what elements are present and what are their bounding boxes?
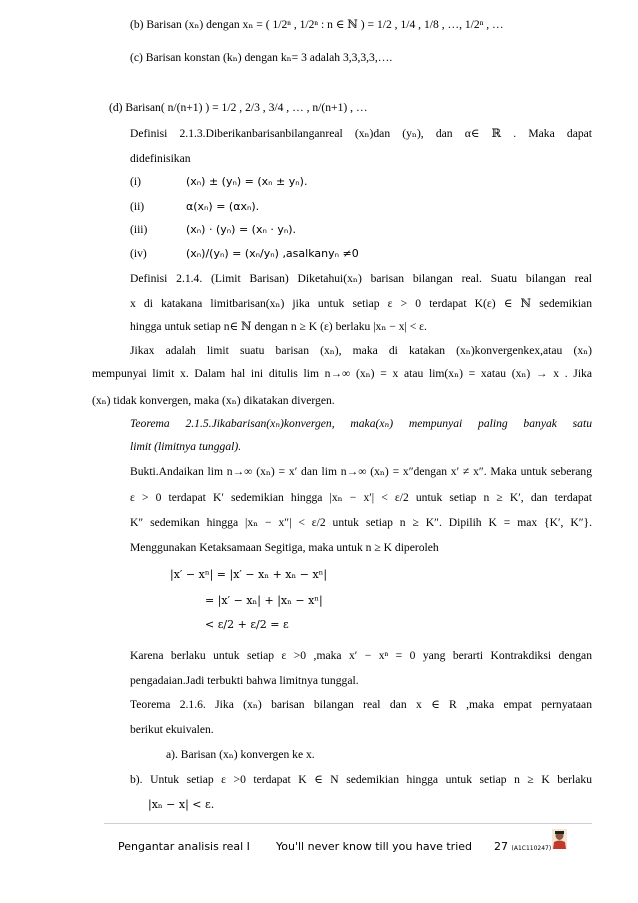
theorem-2-1-5-line2: limit (limitnya tunggal).: [130, 440, 242, 453]
equation-line2: = |x′ − xₙ| + |xₙ − xⁿ|: [205, 594, 323, 607]
example-c: (c) Barisan konstan (kₙ) dengan kₙ= 3 adalah 3,3,3,3,….: [130, 51, 393, 64]
proof-line2: ε > 0 terdapat K′ sedemikian hingga |xₙ − x′| < ε/2 untuk setiap n ≥ K′, dan terdapat: [130, 491, 592, 504]
item-ii-text: α(xₙ) = (αxₙ).: [186, 200, 260, 213]
proof-line4: Menggunakan Ketaksamaan Segitiga, maka untuk n ≥ K diperoleh: [130, 541, 439, 554]
footer-page: [494, 840, 551, 853]
theorem-2-1-6-b: b). Untuk setiap ε >0 terdapat K ∈ N sedemikian hingga untuk setiap n ≥ K berlaku: [130, 773, 592, 786]
item-iii-text: (xₙ) · (yₙ) = (xₙ · yₙ).: [186, 223, 297, 236]
footer-center: You'll never know till you have tried: [276, 840, 473, 853]
definition-2-1-3: Definisi 2.1.3.Diberikanbarisanbilanganreal (xₙ)dan (yₙ), dan α∈ ℝ . Maka dapat: [130, 127, 592, 140]
example-d: (d) Barisan( n/(n+1) ) = 1/2 , 2/3 , 3/4 , … , n/(n+1) , …: [109, 101, 368, 114]
definition-2-1-4-line1: Definisi 2.1.4. (Limit Barisan) Diketahui(xₙ) barisan bilangan real. Suatu bilangan real: [130, 272, 592, 285]
item-i-label: (i): [130, 175, 141, 188]
proof-line5: Karena berlaku untuk setiap ε >0 ,maka x′ − xⁿ = 0 yang berarti Kontrakdiksi dengan: [130, 649, 592, 662]
theorem-2-1-5-line1: Teorema 2.1.5.Jikabarisan(xₙ)konvergen, maka(xₙ) mempunyai paling banyak satu: [130, 417, 592, 430]
theorem-2-1-6-a: a). Barisan (xₙ) konvergen ke x.: [166, 748, 315, 761]
convergence-line3: (xₙ) tidak konvergen, maka (xₙ) dikatakan divergen.: [92, 394, 335, 407]
equation-line3: < ε/2 + ε/2 = ε: [205, 618, 289, 631]
author-avatar: [552, 829, 567, 849]
student-code: (A1C110247): [511, 845, 552, 852]
proof-line3: K″ sedemikan hingga |xₙ − x″| < ε/2 untuk setiap n ≥ K″. Dipilih K = max {K′, K″}.: [130, 516, 592, 529]
definition-2-1-4-line3: hingga untuk setiap n∈ ℕ dengan n ≥ K (ε) berlaku |xₙ − x| < ε.: [130, 320, 427, 333]
theorem-2-1-6-line1: Teorema 2.1.6. Jika (xₙ) barisan bilangan real dan x ∈ R ,maka empat pernyataan: [130, 698, 592, 711]
theorem-2-1-6-line2: berikut ekuivalen.: [130, 723, 214, 736]
item-iv-text: (xₙ)/(yₙ) = (xₙ/yₙ) ,asalkanyₙ ≠0: [186, 247, 359, 260]
definition-2-1-3-cont: didefinisikan: [130, 152, 191, 165]
item-iii-label: (iii): [130, 223, 148, 236]
definition-2-1-4-line2: x di katakana limitbarisan(xₙ) jika untuk setiap ε > 0 terdapat K(ε) ∈ ℕ sedemikian: [130, 297, 592, 310]
item-ii-label: (ii): [130, 200, 145, 213]
item-iv-label: (iv): [130, 247, 147, 260]
theorem-2-1-6-b-cont: |xₙ − x| < ε.: [148, 798, 215, 811]
page-number: 27: [494, 840, 508, 853]
footer-divider: [104, 823, 592, 824]
equation-line1: |x′ − xⁿ| = |x′ − xₙ + xₙ − xⁿ|: [170, 568, 328, 581]
footer-left: Pengantar analisis real I: [118, 840, 250, 853]
convergence-line2: mempunyai limit x. Dalam hal ini ditulis lim n→∞ (xₙ) = x atau lim(xₙ) = xatau (xₙ) → x . Jika: [92, 367, 592, 380]
proof-line6: pengadaian.Jadi terbukti bahwa limitnya tunggal.: [130, 674, 359, 687]
item-i-text: (xₙ) ± (yₙ) = (xₙ ± yₙ).: [186, 175, 308, 188]
example-b: (b) Barisan (xₙ) dengan xₙ = ( 1/2ⁿ , 1/2ⁿ : n ∈ ℕ ) = 1/2 , 1/4 , 1/8 , …, 1/2ⁿ , …: [130, 18, 504, 31]
convergence-line1: Jikax adalah limit suatu barisan (xₙ), maka di katakan (xₙ)konvergenkex,atau (xₙ): [130, 344, 592, 357]
proof-line1: Bukti.Andaikan lim n→∞ (xₙ) = x′ dan lim n→∞ (xₙ) = x″dengan x′ ≠ x″. Maka untuk seberang: [130, 465, 592, 478]
